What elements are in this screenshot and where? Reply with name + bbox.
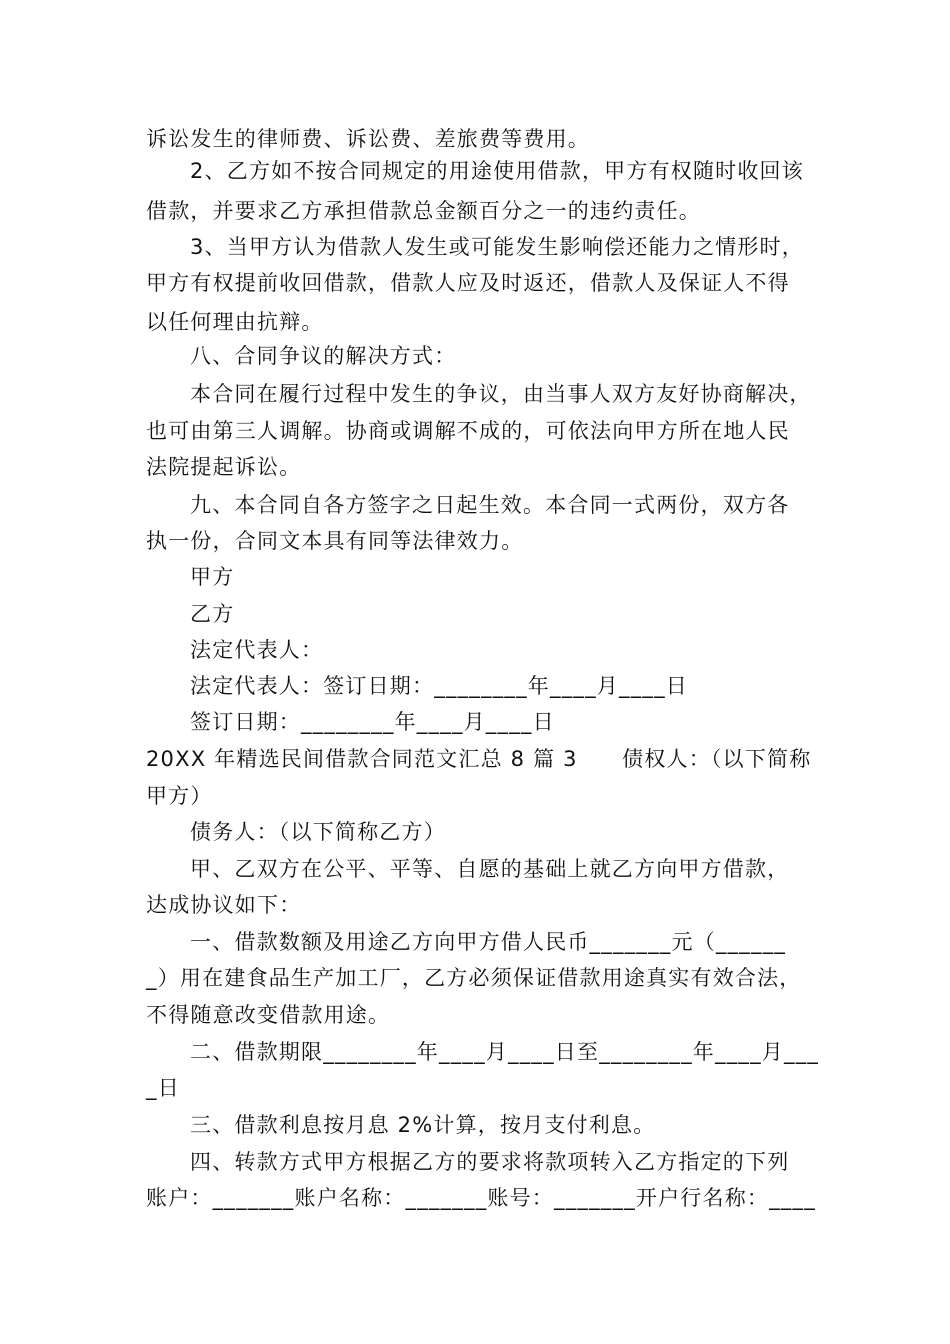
- text-line: 甲方有权提前收回借款，借款人应及时返还，借款人及保证人不得: [146, 271, 790, 295]
- text-line: 3、当甲方认为借款人发生或可能发生影响偿还能力之情形时，: [190, 235, 804, 259]
- text-line: 达成协议如下：: [146, 893, 302, 917]
- text-line: 也可由第三人调解。协商或调解不成的，可依法向甲方所在地人民: [146, 419, 790, 443]
- text-line: 诉讼发生的律师费、诉讼费、差旅费等费用。: [146, 127, 590, 151]
- signature-party-a: 甲方: [190, 565, 235, 589]
- text-line: 借款，并要求乙方承担借款总金额百分之一的违约责任。: [146, 199, 701, 223]
- legal-representative: 法定代表人：: [190, 638, 324, 662]
- text-line: 本合同在履行过程中发生的争议，由当事人双方友好协商解决，: [190, 382, 812, 406]
- text-line: 2、乙方如不按合同规定的用途使用借款，甲方有权随时收回该: [190, 159, 804, 183]
- text-line: 三、借款利息按月息 2%计算，按月支付利息。: [190, 1113, 656, 1137]
- text-line: 二、借款期限________年____月____日至________年____月___: [190, 1040, 820, 1064]
- legal-representative-date: 法定代表人：签订日期：________年____月____日: [190, 674, 688, 698]
- text-line: 甲、乙双方在公平、平等、自愿的基础上就乙方向甲方借款，: [190, 857, 790, 881]
- text-line: _）用在建食品生产加工厂，乙方必须保证借款用途真实有效合法，: [146, 966, 802, 990]
- text-line: 四、转款方式甲方根据乙方的要求将款项转入乙方指定的下列: [190, 1150, 790, 1174]
- text-line: 执一份，合同文本具有同等法律效力。: [146, 529, 524, 553]
- text-line: 债务人：（以下简称乙方）: [190, 820, 446, 844]
- text-line: 法院提起诉讼。: [146, 455, 302, 479]
- text-line: 甲方）: [146, 784, 213, 808]
- text-line: 九、本合同自各方签字之日起生效。本合同一式两份，双方各: [190, 493, 790, 517]
- text-line: _日: [146, 1076, 180, 1100]
- signature-party-b: 乙方: [190, 602, 235, 626]
- text-line: 账户：_______账户名称：_______账号：_______开户行名称：____: [146, 1186, 816, 1210]
- section-heading: 八、合同争议的解决方式：: [190, 344, 457, 368]
- text-line: 不得随意改变借款用途。: [146, 1003, 391, 1027]
- text-line: 以任何理由抗辩。: [146, 310, 324, 334]
- text-line: 一、借款数额及用途乙方向甲方借人民币_______元（______: [190, 930, 787, 954]
- document-title-line: 20XX 年精选民间借款合同范文汇总 8 篇 3 债权人：（以下简称: [146, 747, 812, 771]
- signing-date: 签订日期：________年____月____日: [190, 710, 555, 734]
